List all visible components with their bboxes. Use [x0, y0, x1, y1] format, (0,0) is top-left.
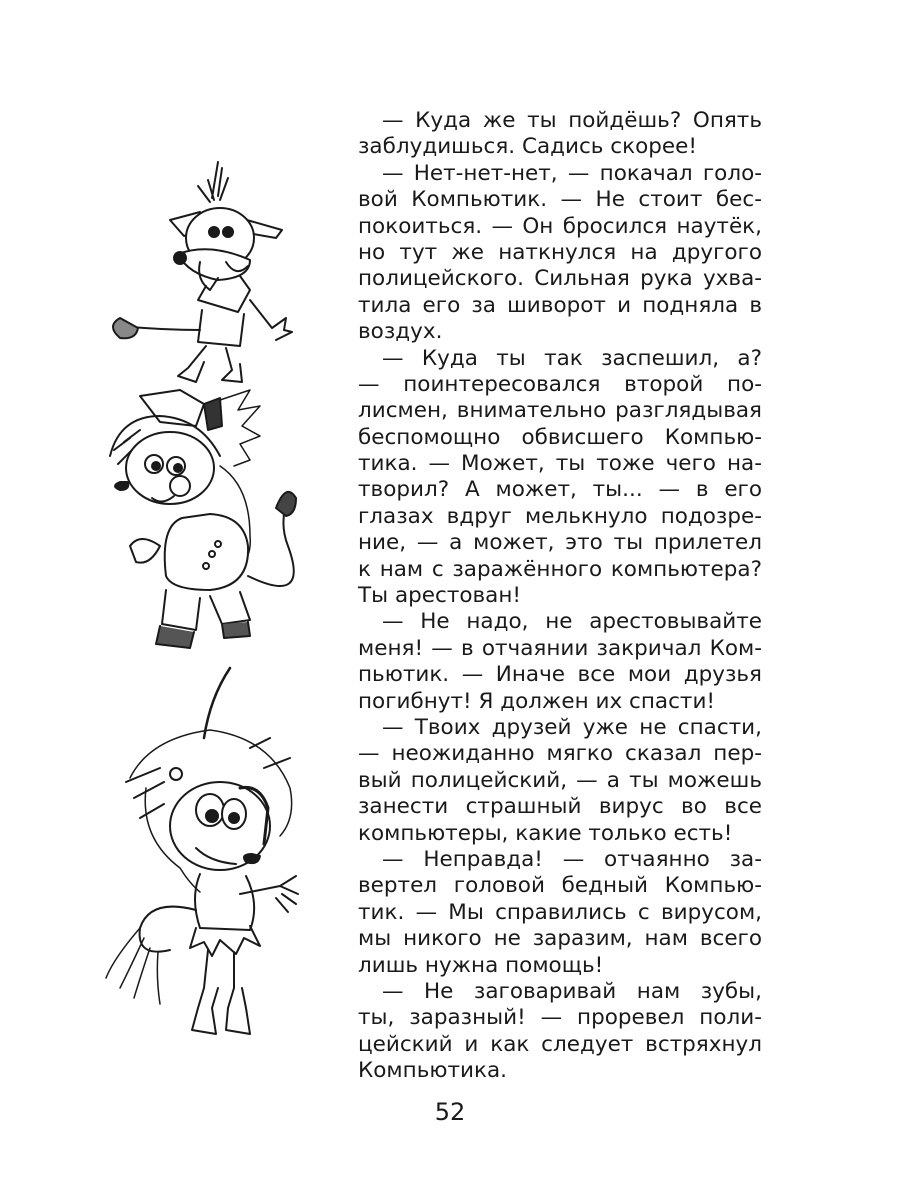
story-text-column [358, 108, 762, 1084]
text-line: ты, заразный! — проревел поли- [358, 1005, 762, 1031]
text-line: тик. — Мы справились с вирусом, [358, 899, 762, 925]
text-line: — Не заговаривай нам зубы, [382, 978, 762, 1004]
text-line: — неожиданно мягко сказал пер- [358, 741, 762, 767]
text-line: — Не надо, не арестовывайте [382, 609, 762, 635]
text-line: покоиться. — Он бросился наутёк, [358, 213, 762, 239]
text-line: занести страшный вирус во все [358, 794, 762, 820]
cartoon-character-bottom-illustration [100, 658, 330, 1058]
text-line: лисмен, внимательно разглядывая [358, 398, 762, 424]
text-line: компьютеры, какие только есть! [358, 820, 733, 846]
page-number: 52 [434, 1098, 466, 1126]
text-line: мы никого не заразим, нам всего [358, 926, 762, 952]
text-line: — Неправда! — отчаянно за- [382, 846, 762, 872]
text-line: вертел головой бедный Компью- [358, 873, 762, 899]
text-line: полицейского. Сильная рука ухва- [358, 266, 762, 292]
text-line: тила его за шиворот и подняла в [358, 292, 762, 318]
text-line: меня! — в отчаянии закричал Ком- [358, 635, 762, 661]
text-line: заблудишься. Садись скорее! [358, 134, 697, 160]
text-line: ние, — а может, это ты прилетел [358, 530, 762, 556]
text-line: цейский и как следует встряхнул [358, 1031, 762, 1057]
text-line: — Куда же ты пойдёшь? Опять [382, 108, 762, 133]
text-line: вый полицейский, — а ты можешь [358, 767, 762, 793]
text-line: вой Компьютик. — Не стоит бес- [358, 187, 762, 213]
illustration-column [100, 150, 340, 1050]
text-line: пьютик. — Иначе все мои друзья [358, 662, 762, 688]
text-line: Ты арестован! [358, 583, 522, 609]
text-line: творил? А может, ты... — в его [358, 477, 762, 503]
text-line: воздух. [358, 319, 443, 345]
text-line: — поинтересовался второй по- [358, 371, 762, 397]
text-line: тика. — Может, ты тоже чего на- [358, 451, 762, 477]
text-line: лишь нужна помощь! [358, 952, 604, 978]
text-line: глазах вдруг мелькнуло подозре- [358, 503, 762, 529]
text-line: — Твоих друзей уже не спасти, [382, 714, 762, 740]
text-line: — Нет-нет-нет, — покачал голо- [382, 160, 762, 186]
cartoon-character-middle-illustration [100, 386, 330, 676]
text-line: — Куда ты так заспешил, а? [382, 345, 762, 371]
text-line: беспомощно обвисшего Компью- [358, 424, 762, 450]
text-line: Компьютика. [358, 1058, 507, 1084]
text-line: к нам с заражённого компьютера? [358, 556, 762, 582]
text-line: погибнут! Я должен их спасти! [358, 688, 716, 714]
text-line: но тут же наткнулся на другого [358, 239, 762, 265]
cartoon-character-top-illustration [100, 150, 310, 390]
